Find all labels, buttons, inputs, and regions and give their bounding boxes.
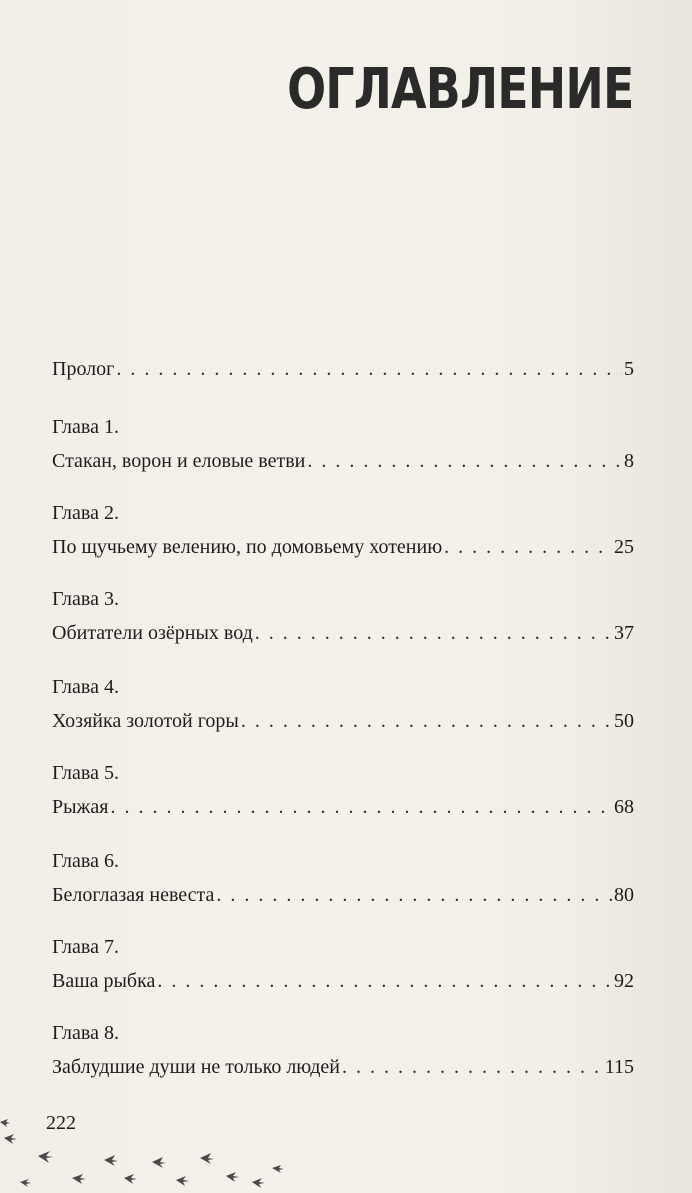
page-title: ОГЛАВЛЕНИЕ	[287, 57, 634, 122]
entry-page-number: 68	[614, 796, 634, 818]
entry-title: По щучьему велению, по домовьему хотению	[52, 536, 443, 558]
toc-entry-chapter-6	[52, 848, 634, 908]
chapter-label: Глава 5.	[52, 762, 119, 784]
chapter-label: Глава 6.	[52, 850, 119, 872]
entry-title: Пролог	[52, 358, 115, 380]
chapter-label: Глава 8.	[52, 1022, 119, 1044]
toc-entry-chapter-4	[52, 674, 634, 734]
toc-entry-chapter-7	[52, 934, 634, 994]
dot-leader	[307, 448, 622, 474]
chapter-label: Глава 2.	[52, 502, 119, 524]
entry-page-number: 92	[614, 970, 634, 992]
dot-leader	[241, 708, 612, 734]
entry-page-number: 115	[604, 1056, 634, 1078]
entry-page-number: 37	[614, 622, 634, 644]
toc-entry-chapter-8	[52, 1020, 634, 1080]
entry-page-number: 80	[614, 884, 634, 906]
toc-entry-prologue	[52, 356, 634, 382]
dot-leader	[342, 1054, 603, 1080]
entry-title: Рыжая	[52, 796, 109, 818]
flying-birds-ornament-icon	[0, 1118, 330, 1193]
chapter-label: Глава 7.	[52, 936, 119, 958]
entry-title: Ваша рыбка	[52, 970, 156, 992]
entry-page-number: 50	[614, 710, 634, 732]
chapter-label: Глава 1.	[52, 416, 119, 438]
toc-entry-chapter-3	[52, 586, 634, 646]
toc-entry-chapter-2	[52, 500, 634, 560]
dot-leader	[444, 534, 612, 560]
dot-leader	[110, 794, 612, 820]
entry-title: Заблудшие души не только людей	[52, 1056, 340, 1078]
entry-title: Белоглазая невеста	[52, 884, 215, 906]
entry-title: Стакан, ворон и еловые ветви	[52, 450, 306, 472]
chapter-label: Глава 3.	[52, 588, 119, 610]
entry-page-number: 8	[624, 450, 634, 472]
page-number-footer: 222	[46, 1112, 76, 1134]
dot-leader	[116, 356, 622, 382]
toc-entry-chapter-1	[52, 414, 634, 474]
entry-title: Обитатели озёрных вод	[52, 622, 253, 644]
dot-leader	[216, 882, 612, 908]
chapter-label: Глава 4.	[52, 676, 119, 698]
dot-leader	[157, 968, 612, 994]
entry-page-number: 25	[614, 536, 634, 558]
toc-entry-chapter-5	[52, 760, 634, 820]
dot-leader	[255, 620, 612, 646]
entry-title: Хозяйка золотой горы	[52, 710, 239, 732]
entry-page-number: 5	[624, 358, 634, 380]
